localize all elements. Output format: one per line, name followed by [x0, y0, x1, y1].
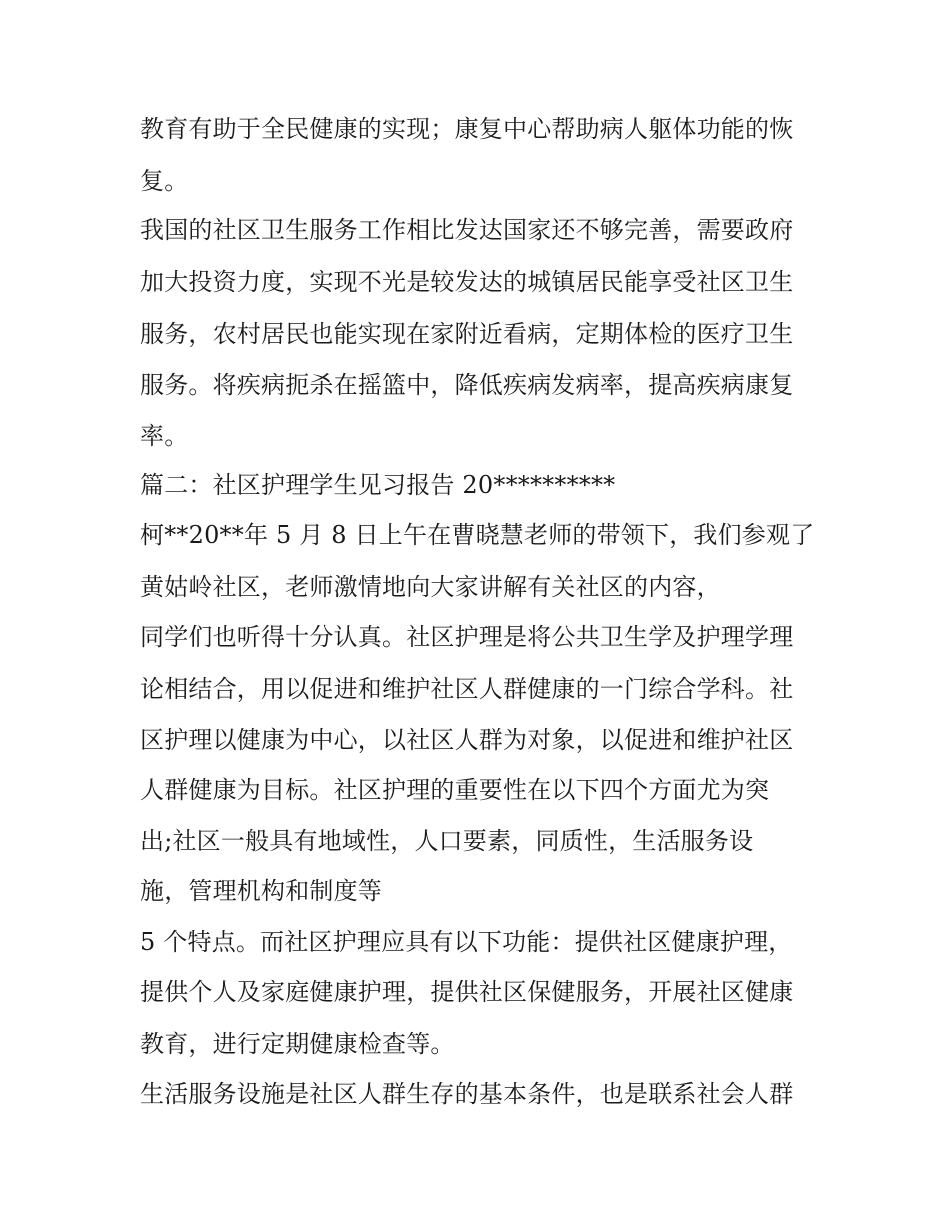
text-line: 区护理以健康为中心，以社区人群为对象，以促进和维护社区: [140, 726, 794, 754]
text-line: 服务，农村居民也能实现在家附近看病，定期体检的医疗卫生: [140, 320, 794, 348]
text-line: 教育有助于全民健康的实现；康复中心帮助病人躯体功能的恢: [140, 115, 794, 143]
text-line: 论相结合，用以促进和维护社区人群健康的一门综合学科。社: [140, 675, 794, 703]
text-line: 施，管理机构和制度等: [140, 877, 382, 905]
text-line: 出;社区一般具有地域性，人口要素，同质性，生活服务设: [140, 827, 754, 855]
text-line: 黄姑岭社区，老师激情地向大家讲解有关社区的内容，: [140, 573, 721, 601]
text-line: 服务。将疾病扼杀在摇篮中，降低疾病发病率，提高疾病康复: [140, 371, 794, 399]
text-line: 率。: [140, 422, 189, 450]
text-line: 生活服务设施是社区人群生存的基本条件，也是联系社会人群: [140, 1080, 794, 1108]
section-heading: 篇二：社区护理学生见习报告 20**********: [140, 471, 616, 499]
text-line: 教育，进行定期健康检查等。: [140, 1030, 455, 1058]
text-line: 复。: [140, 167, 189, 195]
text-line: 5 个特点。而社区护理应具有以下功能：提供社区健康护理，: [140, 928, 793, 956]
text-line: 同学们也听得十分认真。社区护理是将公共卫生学及护理学理: [140, 623, 794, 651]
text-line: 我国的社区卫生服务工作相比发达国家还不够完善，需要政府: [140, 216, 794, 244]
text-line: 提供个人及家庭健康护理，提供社区保健服务，开展社区健康: [140, 978, 794, 1006]
text-line: 柯**20**年 5 月 8 日上午在曹晓慧老师的带领下，我们参观了: [140, 521, 815, 549]
text-line: 人群健康为目标。社区护理的重要性在以下四个方面尤为突: [140, 776, 770, 804]
text-line: 加大投资力度，实现不光是较发达的城镇居民能享受社区卫生: [140, 268, 794, 296]
